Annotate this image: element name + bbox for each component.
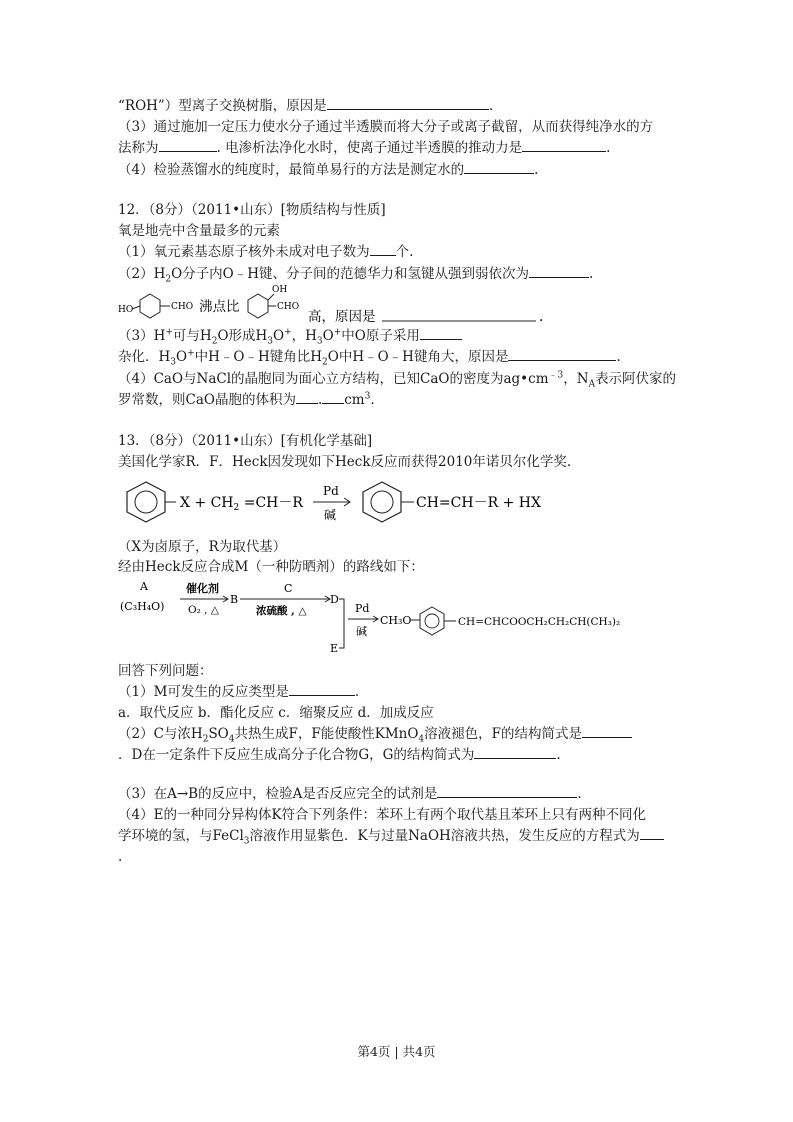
aromatic-circle [371,491,393,513]
compare-mid-text: 沸点比 [199,299,240,315]
answer-blank [159,139,217,152]
q13-answer-prompt: 回答下列问题： [118,663,213,679]
q12-intro: 氧是地壳中含量最多的元素 [118,223,280,239]
q13-header: 13．（8分）（2011•山东）[有机化学基础] [118,433,373,449]
q13-part4: （4）E的一种同分异构体K符合下列条件：苯环上有两个取代基且苯环上只有两种不同化 [118,807,647,823]
answer-blank [327,97,489,110]
product-text: CH=CH－R + HX [416,495,541,511]
methoxy-label: CH₃O [380,614,412,627]
aromatic-circle [425,614,439,628]
q12-part3b: 杂化．$H_3O^+$中H﹣O﹣H键角比$H_2O$中H﹣O﹣H键角大，原因是 . [118,348,621,368]
route-base-label: 碱 [356,625,367,638]
q12-part3: （3）H+可与$H_2O$形成$H_3O^+$，$H_3O^+$中O原子采用 [118,326,462,346]
compound-e-label: E [330,642,339,655]
mol-cho-label-2: CHO [277,302,300,312]
answer-blank [370,243,396,256]
answer-blank [582,725,632,738]
aromatic-circle [135,491,157,513]
q13-part1: （1）M可发生的反应类型是 . [118,684,360,700]
compound-c-label: C [284,582,293,595]
compare-end: . [539,309,544,325]
compound-d-label: D [330,593,339,606]
q13-part2b: ．D在一定条件下反应生成高分子化合物G，G的结构简式为 . [118,747,561,763]
q13-part4c: . [118,849,123,865]
benzene-ring-icon [127,482,165,522]
benzene-ring-icon [420,607,444,635]
route-pd-label: Pd [355,602,370,615]
reactant-text: $X + CH_2 =CH-R$ [180,495,303,513]
synthesis-route-scheme [116,578,676,658]
base-label: 碱 [324,508,337,522]
q13-route-intro: 经由Heck反应合成M（一种防晒剂）的路线如下： [118,559,424,575]
compound-a-formula: (C₃H₄O) [120,600,165,613]
catalyst-pd-label: Pd [323,484,339,498]
answer-blank [464,161,534,174]
structure-comparison [118,283,558,327]
q13-part2: （2）C与浓$H_2SO_4$共热生成F，F能使酸性KMnO$_4$溶液褪色，F的结构简式是 [118,724,632,744]
q12-part1: （1）氧元素基态原子核外未成对电子数为 个. [118,244,414,260]
q13-part3: （3）在A→B的反应中，检验A是否反应完全的试剂是 . [118,786,582,802]
answer-blank [296,391,318,404]
mol-cho-label: CHO [171,302,194,312]
product-m-tail: CH=CHCOOCH₂CH₂CH(CH₃)₂ [458,616,621,628]
answer-blank [522,139,606,152]
mol-oh-label: OH [272,285,288,295]
answer-blank [322,391,344,404]
answer-blank [474,746,556,759]
answer-blank [640,827,664,840]
q12-part4: （4）CaO与NaCl的晶胞同为面心立方结构，已知CaO的密度为$ag•cm^{﹣3}$，$N_A$表示阿伏家的 [118,370,677,390]
q13-intro: 美国化学家R．F．Heck因发现如下Heck反应而获得2010年诺贝尔化学奖. [118,454,572,470]
answer-blank [508,348,616,361]
q13-part4b: 学环境的氢，与FeCl$_3$溶液作用显紫色．K与过量NaOH溶液共热，发生反应的方程式为 [118,826,664,846]
q12-part4b: 罗常数，则CaO晶胞的体积为 . $cm^3$. [118,391,375,408]
q11-line-2: （3）通过施加一定压力使水分子通过半透膜而将大分子或离子截留，从而获得纯净水的方 [118,119,654,135]
answer-blank [289,683,355,696]
q11-line-4: （4）检验蒸馏水的纯度时，最简单易行的方法是测定水的 . [118,162,539,178]
answer-blank [420,327,462,340]
compare-tail-text: 高，原因是 [308,309,376,325]
page-footer: 第4页 | 共4页 [357,1044,436,1059]
q11-line-1: “ROH”）型离子交换树脂，原因是 . [118,98,494,114]
heck-reaction-scheme [118,476,578,530]
answer-blank [529,265,589,278]
benzene-ring-icon [248,294,268,318]
mol-ho-label: HO [118,305,134,315]
compound-b-label: B [230,593,239,606]
compound-a-label: A [140,580,148,593]
q12-part2: $(2)H_2O$分子内O﹣H键、分子间的范德华力和氢键从强到弱依次为 . [118,266,594,285]
bracket-line [339,599,344,648]
acid-condition: 浓硫酸 , △ [256,605,307,617]
answer-blank [437,785,577,798]
q12-header: 12．（8分）（2011•山东）[物质结构与性质] [118,202,386,218]
benzene-ring-icon [363,482,401,522]
benzene-ring-icon [140,294,160,318]
q13-note: （X为卤原子，R为取代基） [118,539,287,555]
q13-options: a．取代反应 b．酯化反应 c．缩聚反应 d．加成反应 [118,705,434,721]
oxygen-condition: O₂ , △ [188,604,219,616]
catalyst-label: 催化剂 [186,582,219,595]
q11-line-3: 法称为 . 电渗析法净化水时，使离子通过半透膜的推动力是 . [118,140,611,156]
